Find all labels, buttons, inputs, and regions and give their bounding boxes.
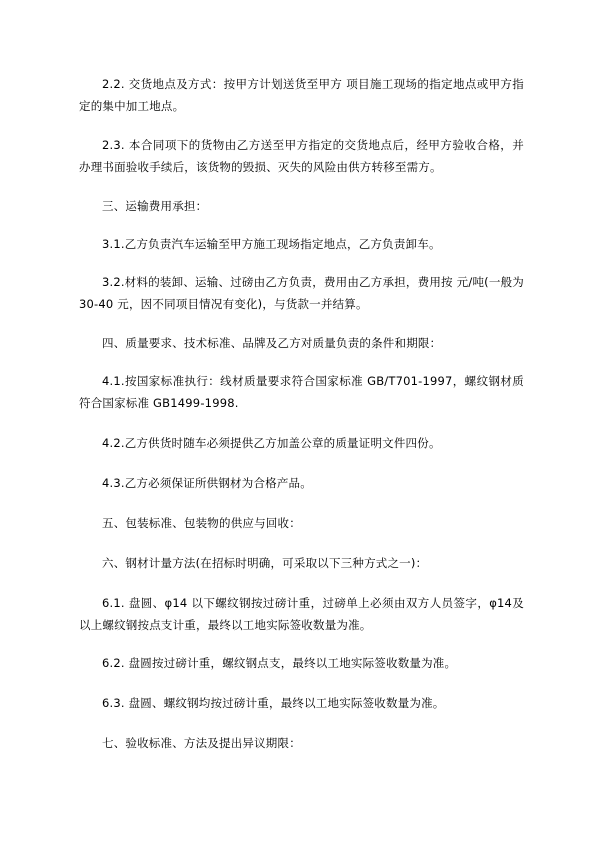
paragraph-2-2: 2.2. 交货地点及方式：按甲方计划送货至甲方 项目施工现场的指定地点或甲方指定的集中加工地点。 [79, 77, 524, 113]
heading-section-6: 六、钢材计量方法(在招标时明确，可采取以下三种方式之一)： [102, 556, 428, 570]
paragraph-6-2: 6.2. 盘圆按过磅计重，螺纹钢点支，最终以工地实际签收数量为准。 [102, 656, 457, 670]
paragraph-3-1: 3.1.乙方负责汽车运输至甲方施工现场指定地点，乙方负责卸车。 [102, 237, 441, 251]
heading-section-5: 五、包装标准、包装物的供应与回收： [102, 516, 301, 530]
heading-section-3: 三、运输费用承担： [102, 199, 208, 213]
paragraph-3-2: 3.2.材料的装卸、运输、过磅由乙方负责，费用由乙方承担，费用按 元/吨(一般为 30-40 元，因不同项目情况有变化)，与货款一并结算。 [79, 275, 524, 311]
paragraph-2-3: 2.3. 本合同项下的货物由乙方送至甲方指定的交货地点后，经甲方验收合格，并办理书面验收手续后，该货物的毁损、灭失的风险由供方转移至需方。 [79, 138, 524, 174]
heading-section-7: 七、验收标准、方法及提出异议期限： [102, 736, 301, 750]
paragraph-6-1: 6.1. 盘圆、φ14 以下螺纹钢按过磅计重，过磅单上必须由双方人员签字，φ14及以上螺纹钢按点支计重，最终以工地实际签收数量为准。 [79, 596, 524, 632]
paragraph-4-1: 4.1.按国家标准执行：线材质量要求符合国家标准 GB/T701-1997，螺纹钢材质符合国家标准 GB1499-1998. [79, 374, 524, 410]
heading-section-4: 四、质量要求、技术标准、品牌及乙方对质量负责的条件和期限： [102, 336, 442, 350]
paragraph-4-3: 4.3.乙方必须保证所供钢材为合格产品。 [102, 476, 312, 490]
paragraph-6-3: 6.3. 盘圆、螺纹钢均按过磅计重，最终以工地实际签收数量为准。 [102, 696, 445, 710]
paragraph-4-2: 4.2.乙方供货时随车必须提供乙方加盖公章的质量证明文件四份。 [102, 436, 441, 450]
